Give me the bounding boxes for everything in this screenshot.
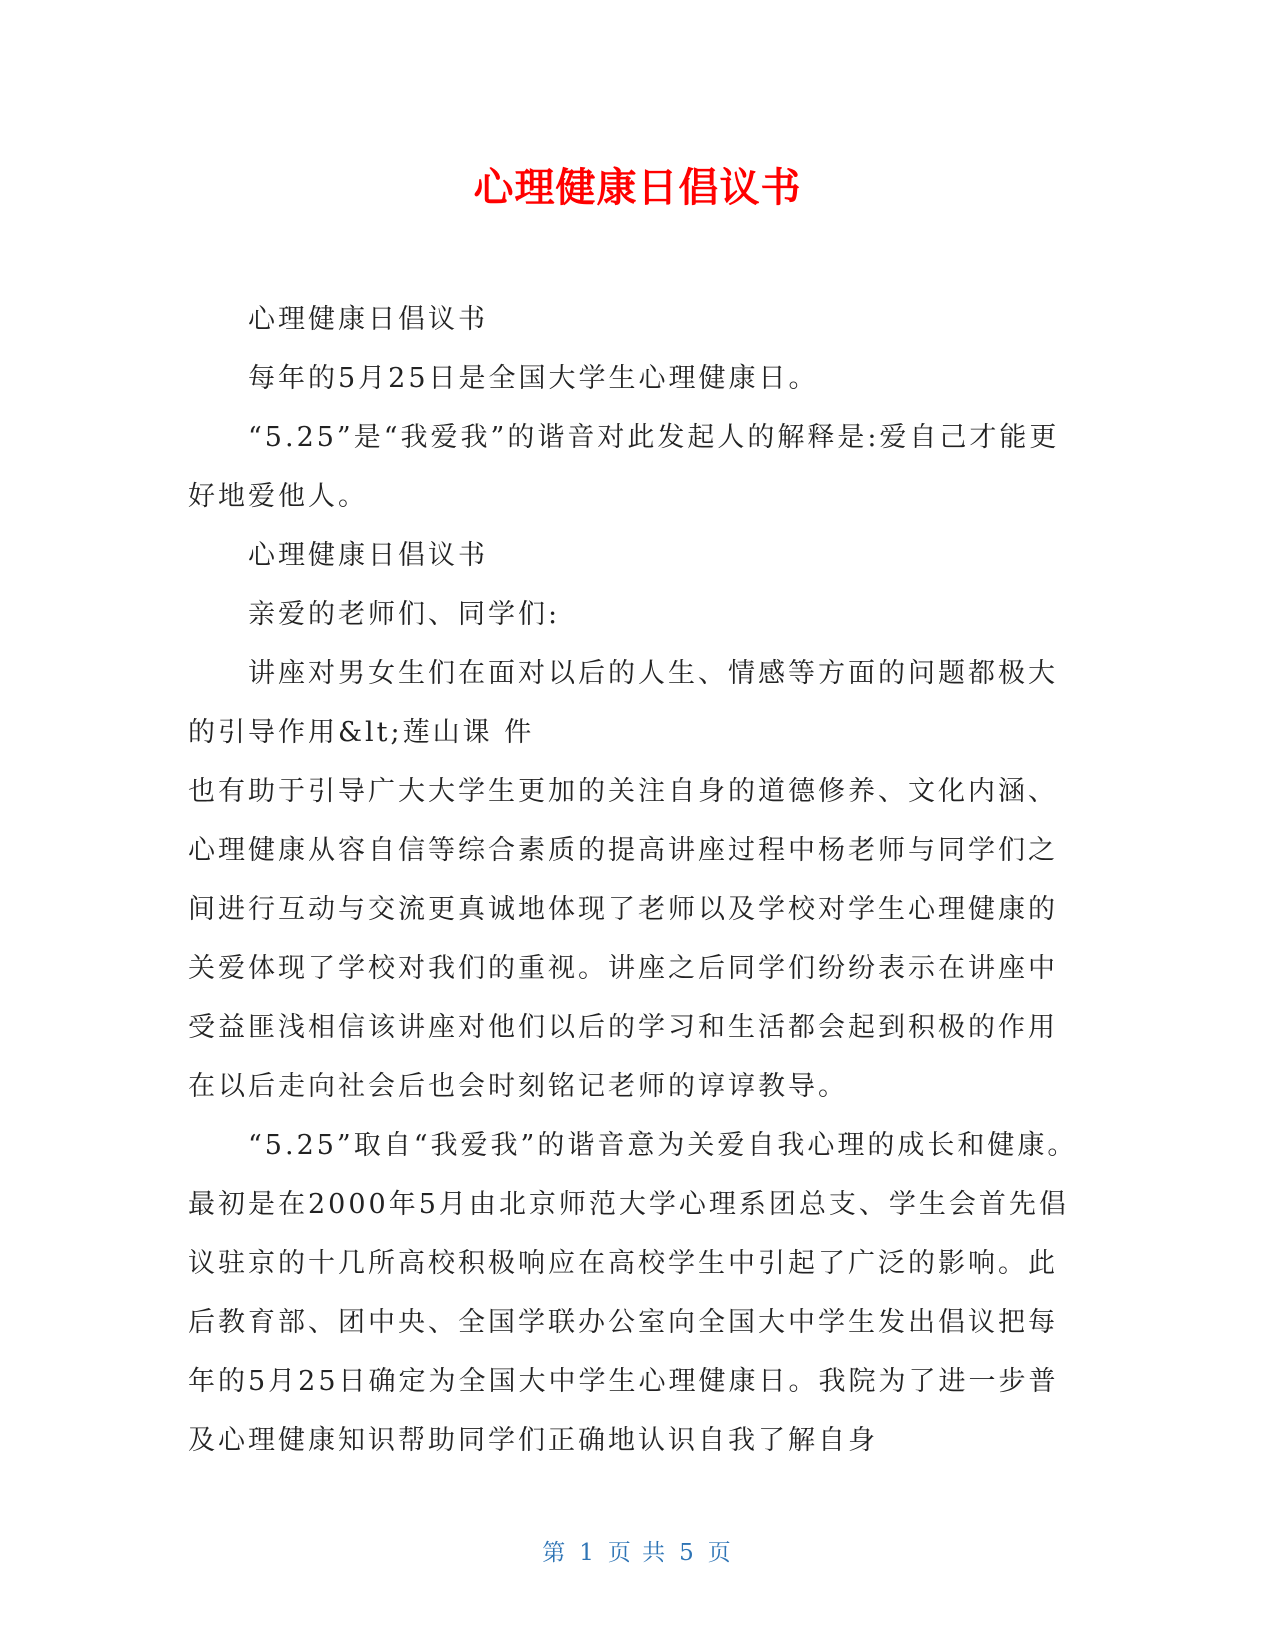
- paragraph: 心理健康日倡议书: [248, 540, 488, 571]
- footer-suffix: 页: [707, 1540, 733, 1566]
- paragraph: 讲座对男女生们在面对以后的人生、情感等方面的问题都极大的引导作用&lt;莲山课 件: [188, 658, 1058, 748]
- paragraph: 每年的5月25日是全国大学生心理健康日。: [248, 363, 819, 394]
- footer-current-page: 1: [579, 1540, 596, 1566]
- paragraph: “5.25”取自“我爱我”的谐音意为关爱自我心理的成长和健康。最初是在2000年5月由北京师范大学心理系团总支、学生会首先倡议驻京的十几所高校积极响应在高校学生中引起了广泛的影响。此后教育部、团中央、全国学联办公室向全国大中学生发出倡议把每年的5月25日确定为全国大中学生心理健康日。我院为了进一步普及心理健康知识帮助同学们正确地认识自我了解自身: [188, 1130, 1078, 1456]
- page-number-footer: [0, 1534, 1275, 1567]
- footer-middle: 页 共: [607, 1540, 668, 1566]
- footer-prefix: 第: [542, 1540, 568, 1566]
- footer-total-pages: 5: [679, 1540, 696, 1566]
- document-body: [188, 290, 1078, 1470]
- paragraph: 亲爱的老师们、同学们:: [248, 599, 561, 630]
- paragraph: “5.25”是“我爱我”的谐音对此发起人的解释是:爱自己才能更好地爱他人。: [188, 422, 1060, 512]
- paragraph: 心理健康日倡议书: [248, 304, 488, 335]
- document-title: 心理健康日倡议书: [473, 165, 802, 211]
- paragraph: 也有助于引导广大大学生更加的关注自身的道德修养、文化内涵、心理健康从容自信等综合素质的提高讲座过程中杨老师与同学们之间进行互动与交流更真诚地体现了老师以及学校对学生心理健康的关爱体现了学校对我们的重视。讲座之后同学们纷纷表示在讲座中受益匪浅相信该讲座对他们以后的学习和生活都会起到积极的作用在以后走向社会后也会时刻铭记老师的谆谆教导。: [188, 776, 1058, 1102]
